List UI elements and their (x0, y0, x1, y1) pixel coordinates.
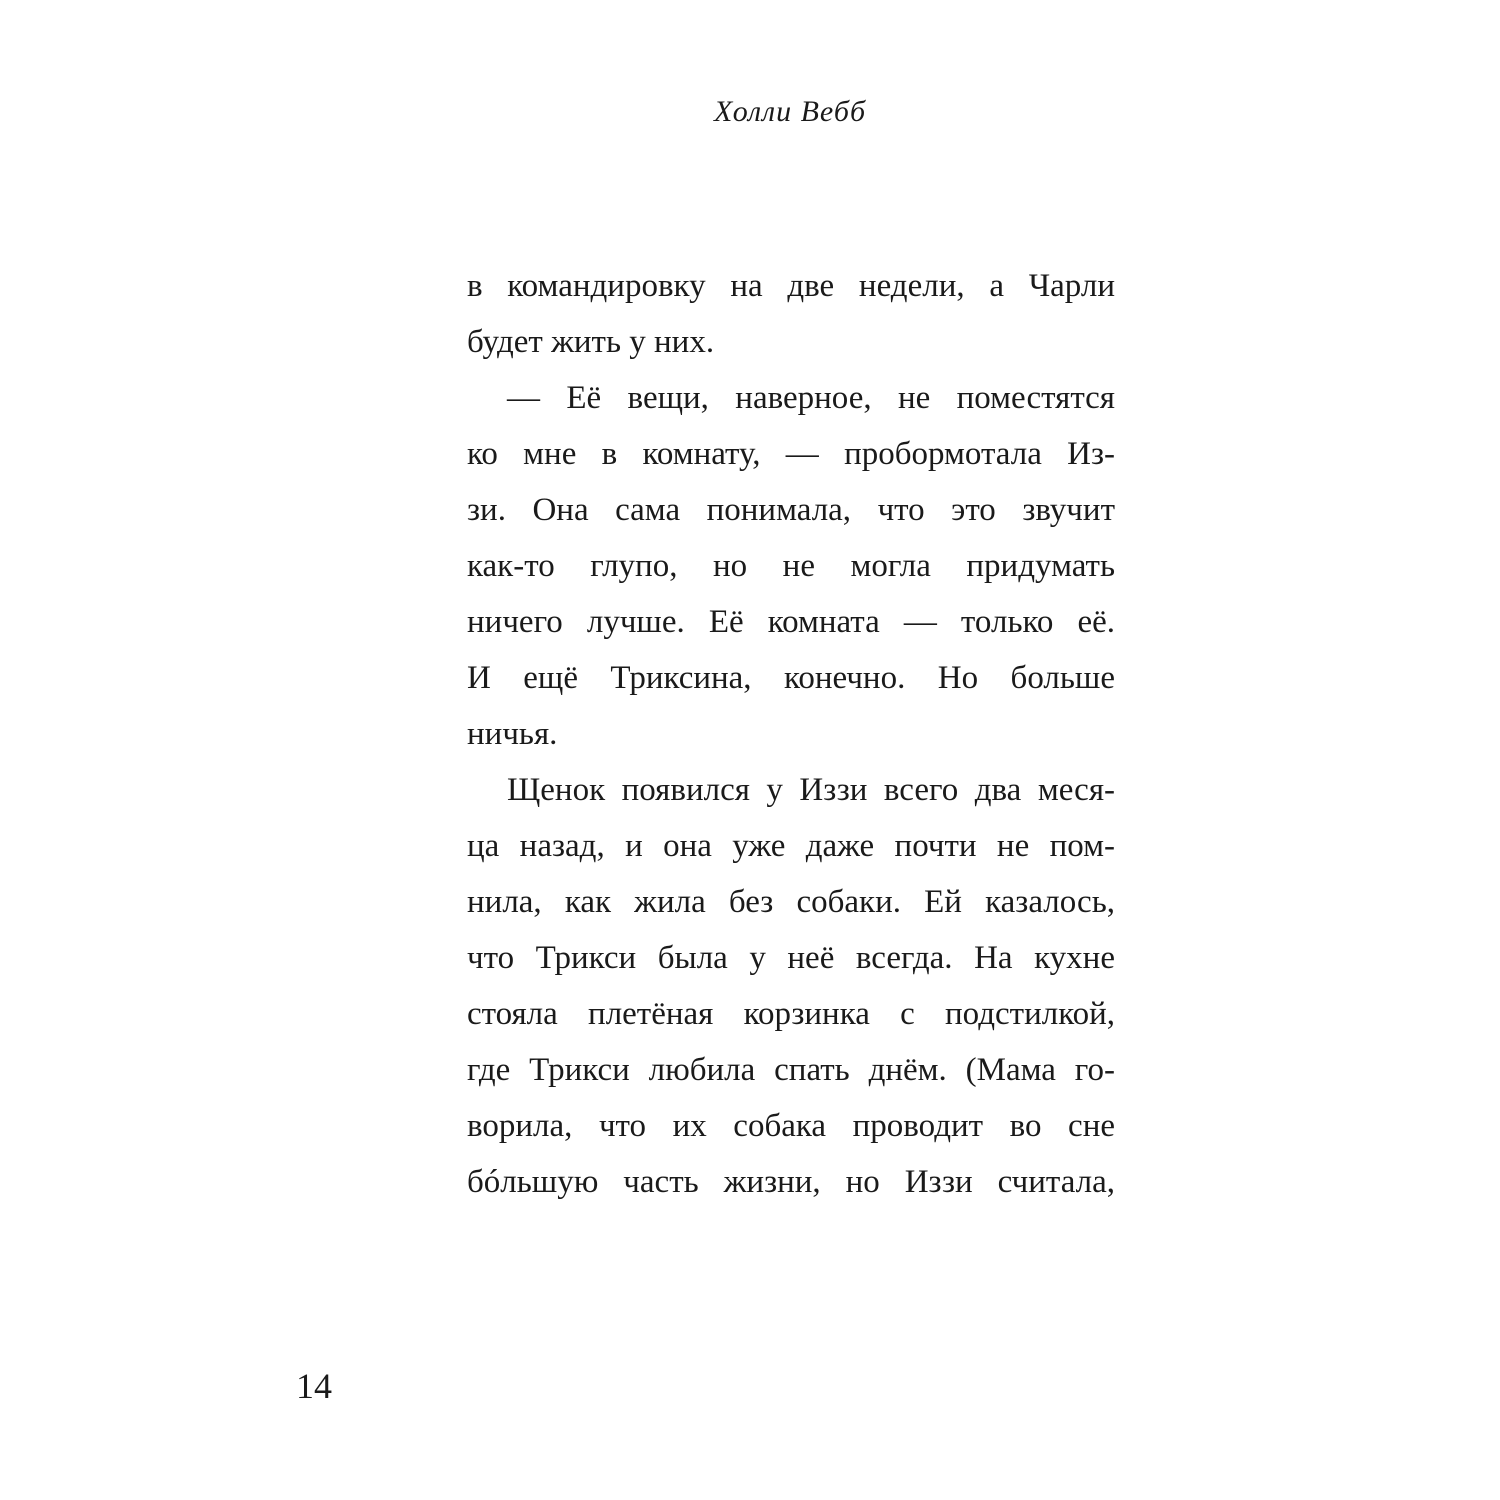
text-line: где Трикси любила спать днём. (Мама го- (467, 1052, 1115, 1088)
text-line: Щенок появился у Иззи всего два меся- (507, 772, 1115, 808)
text-line: ничего лучше. Её комната — только её. (467, 604, 1115, 640)
text-line: зи. Она сама понимала, что это звучит (467, 492, 1115, 528)
text-line: бóльшую часть жизни, но Иззи считала, (467, 1164, 1115, 1200)
text-line: стояла плетёная корзинка с подстилкой, (467, 996, 1115, 1032)
text-line: ничья. (467, 716, 558, 752)
text-line: как-то глупо, но не могла придумать (467, 548, 1115, 584)
text-line: что Трикси была у неё всегда. На кухне (467, 940, 1115, 976)
text-line: — Её вещи, наверное, не поместятся (507, 380, 1115, 416)
text-line: в командировку на две недели, а Чарли (467, 268, 1115, 304)
text-line: нила, как жила без собаки. Ей казалось, (467, 884, 1115, 920)
page-number: 14 (296, 1366, 332, 1406)
text-line: будет жить у них. (467, 324, 715, 360)
text-line: ворила, что их собака проводит во сне (467, 1108, 1115, 1144)
text-line: ко мне в комнату, — пробормотала Из- (467, 436, 1115, 472)
text-line: ца назад, и она уже даже почти не пом- (467, 828, 1115, 864)
body-text (467, 258, 1115, 1210)
text-line: И ещё Триксина, конечно. Но больше (467, 660, 1115, 696)
running-header: Холли Вебб (713, 95, 867, 128)
